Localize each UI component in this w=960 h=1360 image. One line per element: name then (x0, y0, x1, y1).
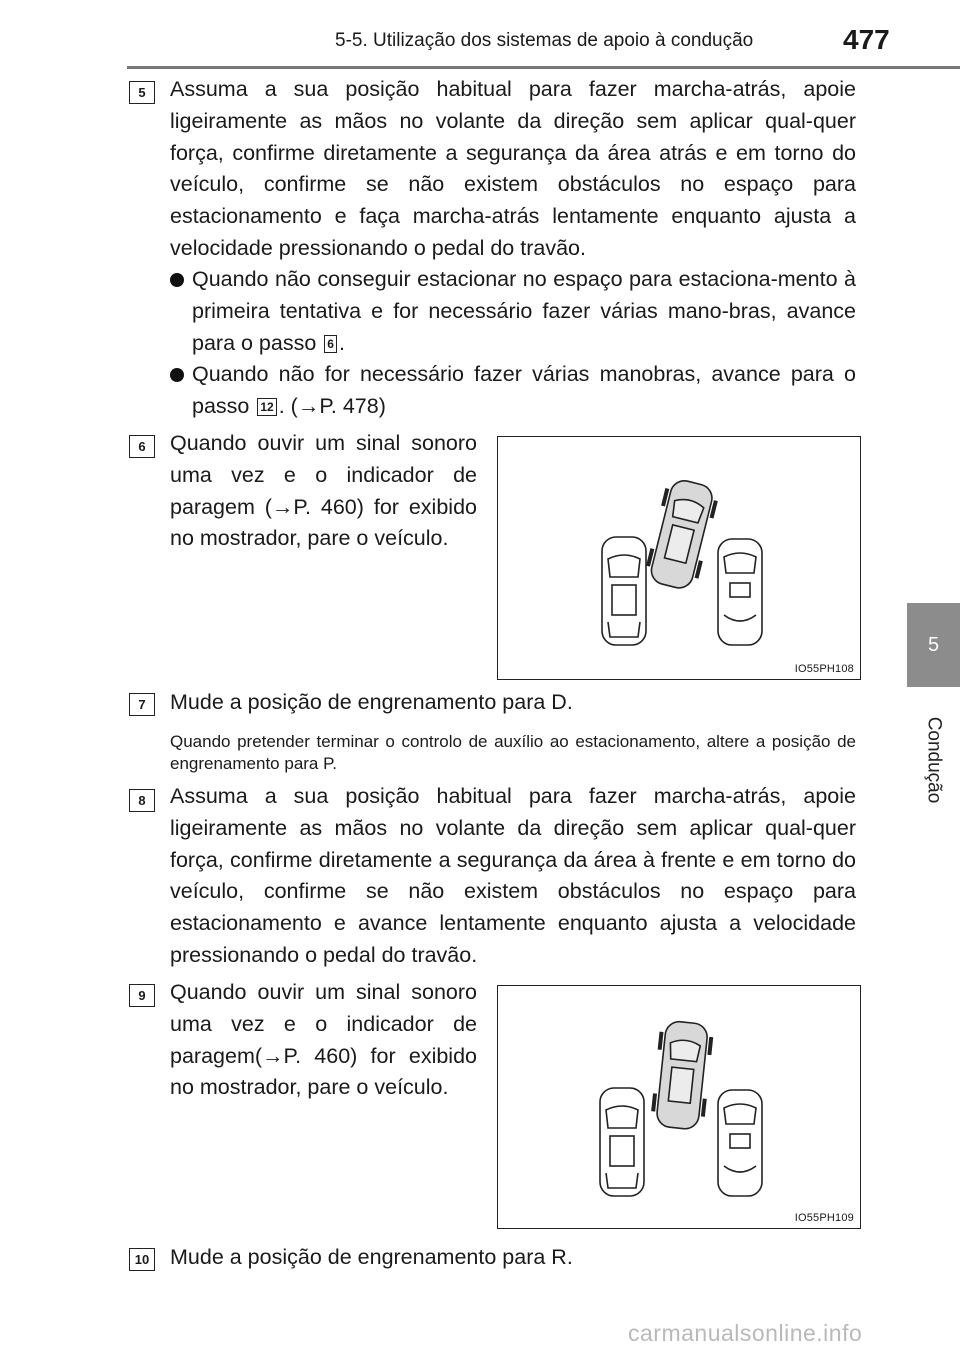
step-7-note: Quando pretender terminar o controlo de auxílio ao estacionamento, altere a posição de engrenamento para P. (170, 732, 856, 773)
bullet-dot-icon (170, 273, 184, 287)
parking-illustration-2 (498, 986, 860, 1228)
parking-figure-1 (497, 436, 861, 680)
chapter-label: Condução (923, 716, 944, 804)
step-ref-6: 6 (324, 335, 337, 353)
step-number-8: 8 (129, 789, 155, 812)
step-number-7: 7 (129, 693, 155, 716)
step-number-5: 5 (129, 81, 155, 104)
step-number-9: 9 (129, 984, 155, 1007)
figure-code: IO55PH108 (794, 663, 854, 675)
page-number: 477 (843, 24, 890, 55)
step-ref-12: 12 (257, 398, 276, 416)
step-number-10: 10 (129, 1248, 155, 1271)
step-9-text: Quando ouvir um sinal sonoro uma vez e o indicador de paragem(→P. 460) for exibido no mostrador, pare o veículo. (170, 980, 477, 1100)
step-6-text: Quando ouvir um sinal sonoro uma vez e o indicador de paragem (→P. 460) for exibido no mostrador, pare o veículo. (170, 431, 477, 551)
step-8-text: Assuma a sua posição habitual para fazer marcha-atrás, apoie ligeiramente as mãos no volante da direção sem aplicar qual-quer força, confirme diretamente a segurança da área à frente e em torno do veículo, confirme se não existem obstáculos no espaço para estacionamento e avance lentamente enquanto ajusta a velocidade pressionando o pedal do travão. (170, 784, 856, 967)
step-5-bullet-2: Quando não for necessário fazer várias manobras, avance para o passo 12 . (→P. 478) (170, 359, 856, 423)
step-number-6: 6 (129, 435, 155, 458)
watermark: carmanualsonline.info (628, 1320, 863, 1346)
section-title: 5-5. Utilização dos sistemas de apoio à condução (335, 30, 754, 51)
figure-code: IO55PH109 (794, 1212, 854, 1224)
bullet-dot-icon (170, 368, 184, 382)
step-5-text: Assuma a sua posição habitual para fazer marcha-atrás, apoie ligeiramente as mãos no volante da direção sem aplicar qual-quer força, confirme diretamente a segurança da área atrás e em torno do veículo, confirme se não existem obstáculos no espaço para estacionamento e faça marcha-atrás lentamente enquanto ajusta a velocidade pressionando o pedal do travão. (170, 77, 856, 260)
header-divider (127, 66, 960, 69)
step-10-text: Mude a posição de engrenamento para R. (170, 1245, 573, 1269)
step-7-text: Mude a posição de engrenamento para D. (170, 690, 573, 714)
chapter-tab: 5 (907, 603, 960, 687)
parking-figure-2 (497, 985, 861, 1229)
step-5-bullet-1: Quando não conseguir estacionar no espaço para estaciona-mento à primeira tentativa e for necessário fazer várias mano-bras, avance para o passo 6 . (170, 264, 856, 359)
parking-illustration-1 (498, 437, 860, 679)
